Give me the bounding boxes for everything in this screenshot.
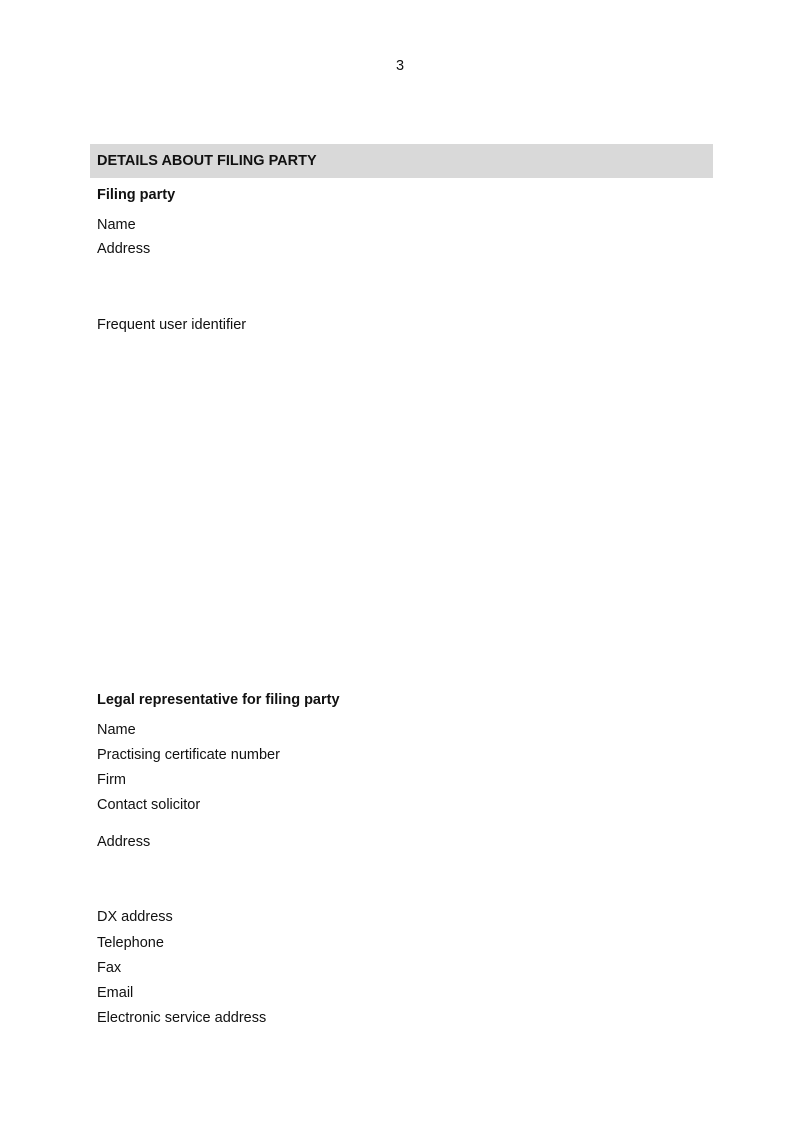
practising-certificate-number-label: Practising certificate number [97, 747, 280, 763]
firm-label: Firm [97, 772, 126, 788]
contact-solicitor-label: Contact solicitor [97, 797, 201, 813]
legal-representative-heading: Legal representative for filing party [97, 692, 340, 708]
frequent-user-identifier-label: Frequent user identifier [97, 317, 247, 333]
dx-address-label: DX address [97, 909, 173, 925]
telephone-label: Telephone [97, 935, 164, 951]
filing-party-address-label: Address [97, 241, 151, 257]
filing-party-name-label: Name [97, 217, 136, 233]
legal-rep-name-label: Name [97, 722, 136, 738]
fax-label: Fax [97, 960, 122, 976]
filing-party-heading: Filing party [97, 187, 176, 203]
electronic-service-address-label: Electronic service address [97, 1010, 267, 1026]
page-number: 3 [395, 58, 405, 74]
section-title: DETAILS ABOUT FILING PARTY [97, 153, 317, 169]
email-label: Email [97, 985, 134, 1001]
section-header-filing-party [90, 144, 713, 178]
legal-rep-address-label: Address [97, 834, 151, 850]
